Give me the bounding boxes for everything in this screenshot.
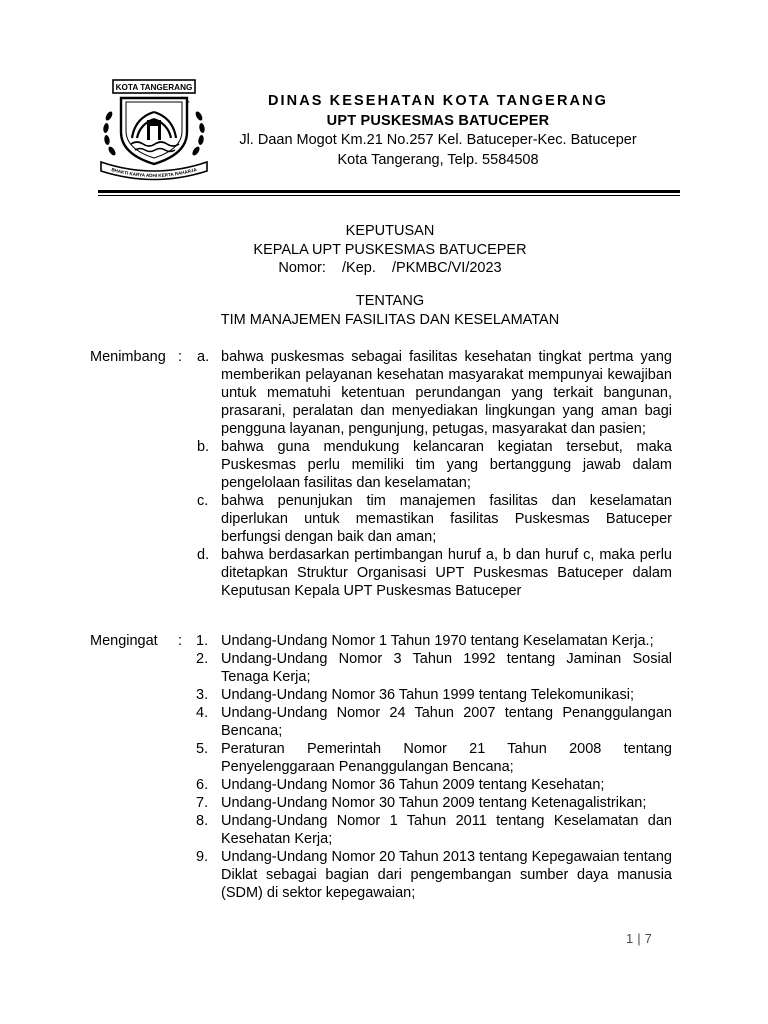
mengingat-list — [197, 632, 672, 902]
agency-name: DINAS KESEHATAN KOTA TANGERANG — [267, 93, 609, 109]
mengingat-colon: : — [178, 633, 183, 649]
list-item — [197, 632, 672, 650]
list-marker: c. — [197, 493, 209, 509]
list-marker: 4. — [196, 705, 209, 721]
list-marker: 7. — [196, 795, 209, 811]
decree-type: KEPUTUSAN — [345, 223, 435, 239]
decree-number: Nomor: /Kep. /PKMBC/VI/2023 — [278, 260, 502, 276]
list-item — [197, 740, 672, 776]
kota-tangerang-logo — [95, 76, 213, 184]
list-item — [197, 794, 672, 812]
subject-label: TENTANG — [355, 293, 425, 309]
list-marker: 8. — [196, 813, 209, 829]
letterhead-rule-thick — [98, 190, 680, 193]
list-item — [197, 492, 672, 546]
list-item — [197, 704, 672, 740]
list-item-text: Undang-Undang Nomor 36 Tahun 2009 tentang Kesehatan; — [221, 777, 605, 793]
list-item-text: Undang-Undang Nomor 3 Tahun 1992 tentang Jaminan Sosial Tenaga Kerja; — [221, 651, 672, 685]
list-marker: 9. — [196, 849, 209, 865]
menimbang-list — [197, 348, 672, 600]
list-item-text: bahwa guna mendukung kelancaran kegiatan tersebut, maka Puskesmas perlu memiliki tim yang bertanggung jawab dalam pengelolaan fasilitas dan keselamatan; — [221, 439, 672, 491]
page-total: 7 — [644, 931, 652, 946]
list-item-text: Undang-Undang Nomor 20 Tahun 2013 tentang Kepegawaian tentang Diklat sebagai bagian dari pengembangan sumber daya manusia (SDM) di sektor kepegawaian; — [221, 849, 672, 901]
list-item-text: bahwa puskesmas sebagai fasilitas kesehatan tingkat pertma yang memberikan pelayanan kesehatan masyarakat mempunyai kewajiban untuk mematuhi ketentuan perundangan yang terkait bangunan, prasarani, peralatan dan menyediakan lingkungan yang aman bagi pengguna layanan, pengunjung, petugas, masyarakat dan pasien; — [221, 349, 672, 437]
list-item — [197, 438, 672, 492]
list-item-text: Undang-Undang Nomor 30 Tahun 2009 tentang Ketenagalistrikan; — [221, 795, 647, 811]
list-marker: 1. — [196, 633, 209, 649]
list-item-text: Undang-Undang Nomor 36 Tahun 1999 tentang Telekomunikasi; — [221, 687, 634, 703]
address-line-2: Kota Tangerang, Telp. 5584508 — [337, 152, 539, 168]
list-marker: 2. — [196, 651, 209, 667]
list-item-text: Peraturan Pemerintah Nomor 21 Tahun 2008 tentang Penyelenggaraan Penanggulangan Bencana; — [221, 741, 672, 775]
subject-text: TIM MANAJEMEN FASILITAS DAN KESELAMATAN — [220, 311, 560, 328]
letterhead — [218, 90, 658, 170]
mengingat-label: Mengingat — [90, 633, 158, 649]
list-item — [197, 848, 672, 902]
list-item — [197, 546, 672, 600]
list-item — [197, 348, 672, 438]
menimbang-colon: : — [178, 349, 183, 365]
institution-name: UPT PUSKESMAS BATUCEPER — [326, 113, 550, 129]
list-marker: a. — [197, 349, 210, 365]
page-number — [626, 931, 652, 946]
list-item-text: Undang-Undang Nomor 24 Tahun 2007 tentang Penanggulangan Bencana; — [221, 705, 672, 739]
logo-motto-text: BHAKTI KARYA ADHI KERTA RAHARJA — [110, 167, 198, 179]
menimbang-label: Menimbang — [90, 349, 166, 365]
list-marker: 5. — [196, 741, 209, 757]
list-marker: b. — [197, 439, 210, 455]
list-item-text: bahwa berdasarkan pertimbangan huruf a, b dan huruf c, maka perlu ditetapkan Struktur Organisasi UPT Puskesmas Batuceper dalam Keputusan Kepala UPT Puskesmas Batuceper — [221, 547, 672, 599]
logo-banner-text: KOTA TANGERANG — [115, 83, 193, 92]
page-current: 1 — [626, 931, 634, 946]
decree-issuer: KEPALA UPT PUSKESMAS BATUCEPER — [253, 241, 527, 258]
list-item — [197, 812, 672, 848]
page-separator: | — [637, 931, 641, 946]
address-line-1: Jl. Daan Mogot Km.21 No.257 Kel. Batuceper-Kec. Batuceper — [239, 132, 637, 148]
decree-heading — [90, 222, 690, 278]
decree-subject — [90, 292, 690, 329]
list-item-text: Undang-Undang Nomor 1 Tahun 1970 tentang Keselamatan Kerja.; — [221, 633, 654, 649]
list-item-text: bahwa penunjukan tim manajemen fasilitas dan keselamatan diperlukan untuk memastikan fasilitas Puskesmas Batuceper berfungsi dengan baik dan aman; — [221, 493, 672, 545]
list-item — [197, 686, 672, 704]
list-marker: d. — [197, 547, 210, 563]
list-marker: 3. — [196, 687, 209, 703]
list-item — [197, 650, 672, 686]
letterhead-rule-thin — [98, 195, 680, 196]
list-marker: 6. — [196, 777, 209, 793]
list-item-text: Undang-Undang Nomor 1 Tahun 2011 tentang Keselamatan dan Kesehatan Kerja; — [221, 813, 672, 847]
list-item — [197, 776, 672, 794]
